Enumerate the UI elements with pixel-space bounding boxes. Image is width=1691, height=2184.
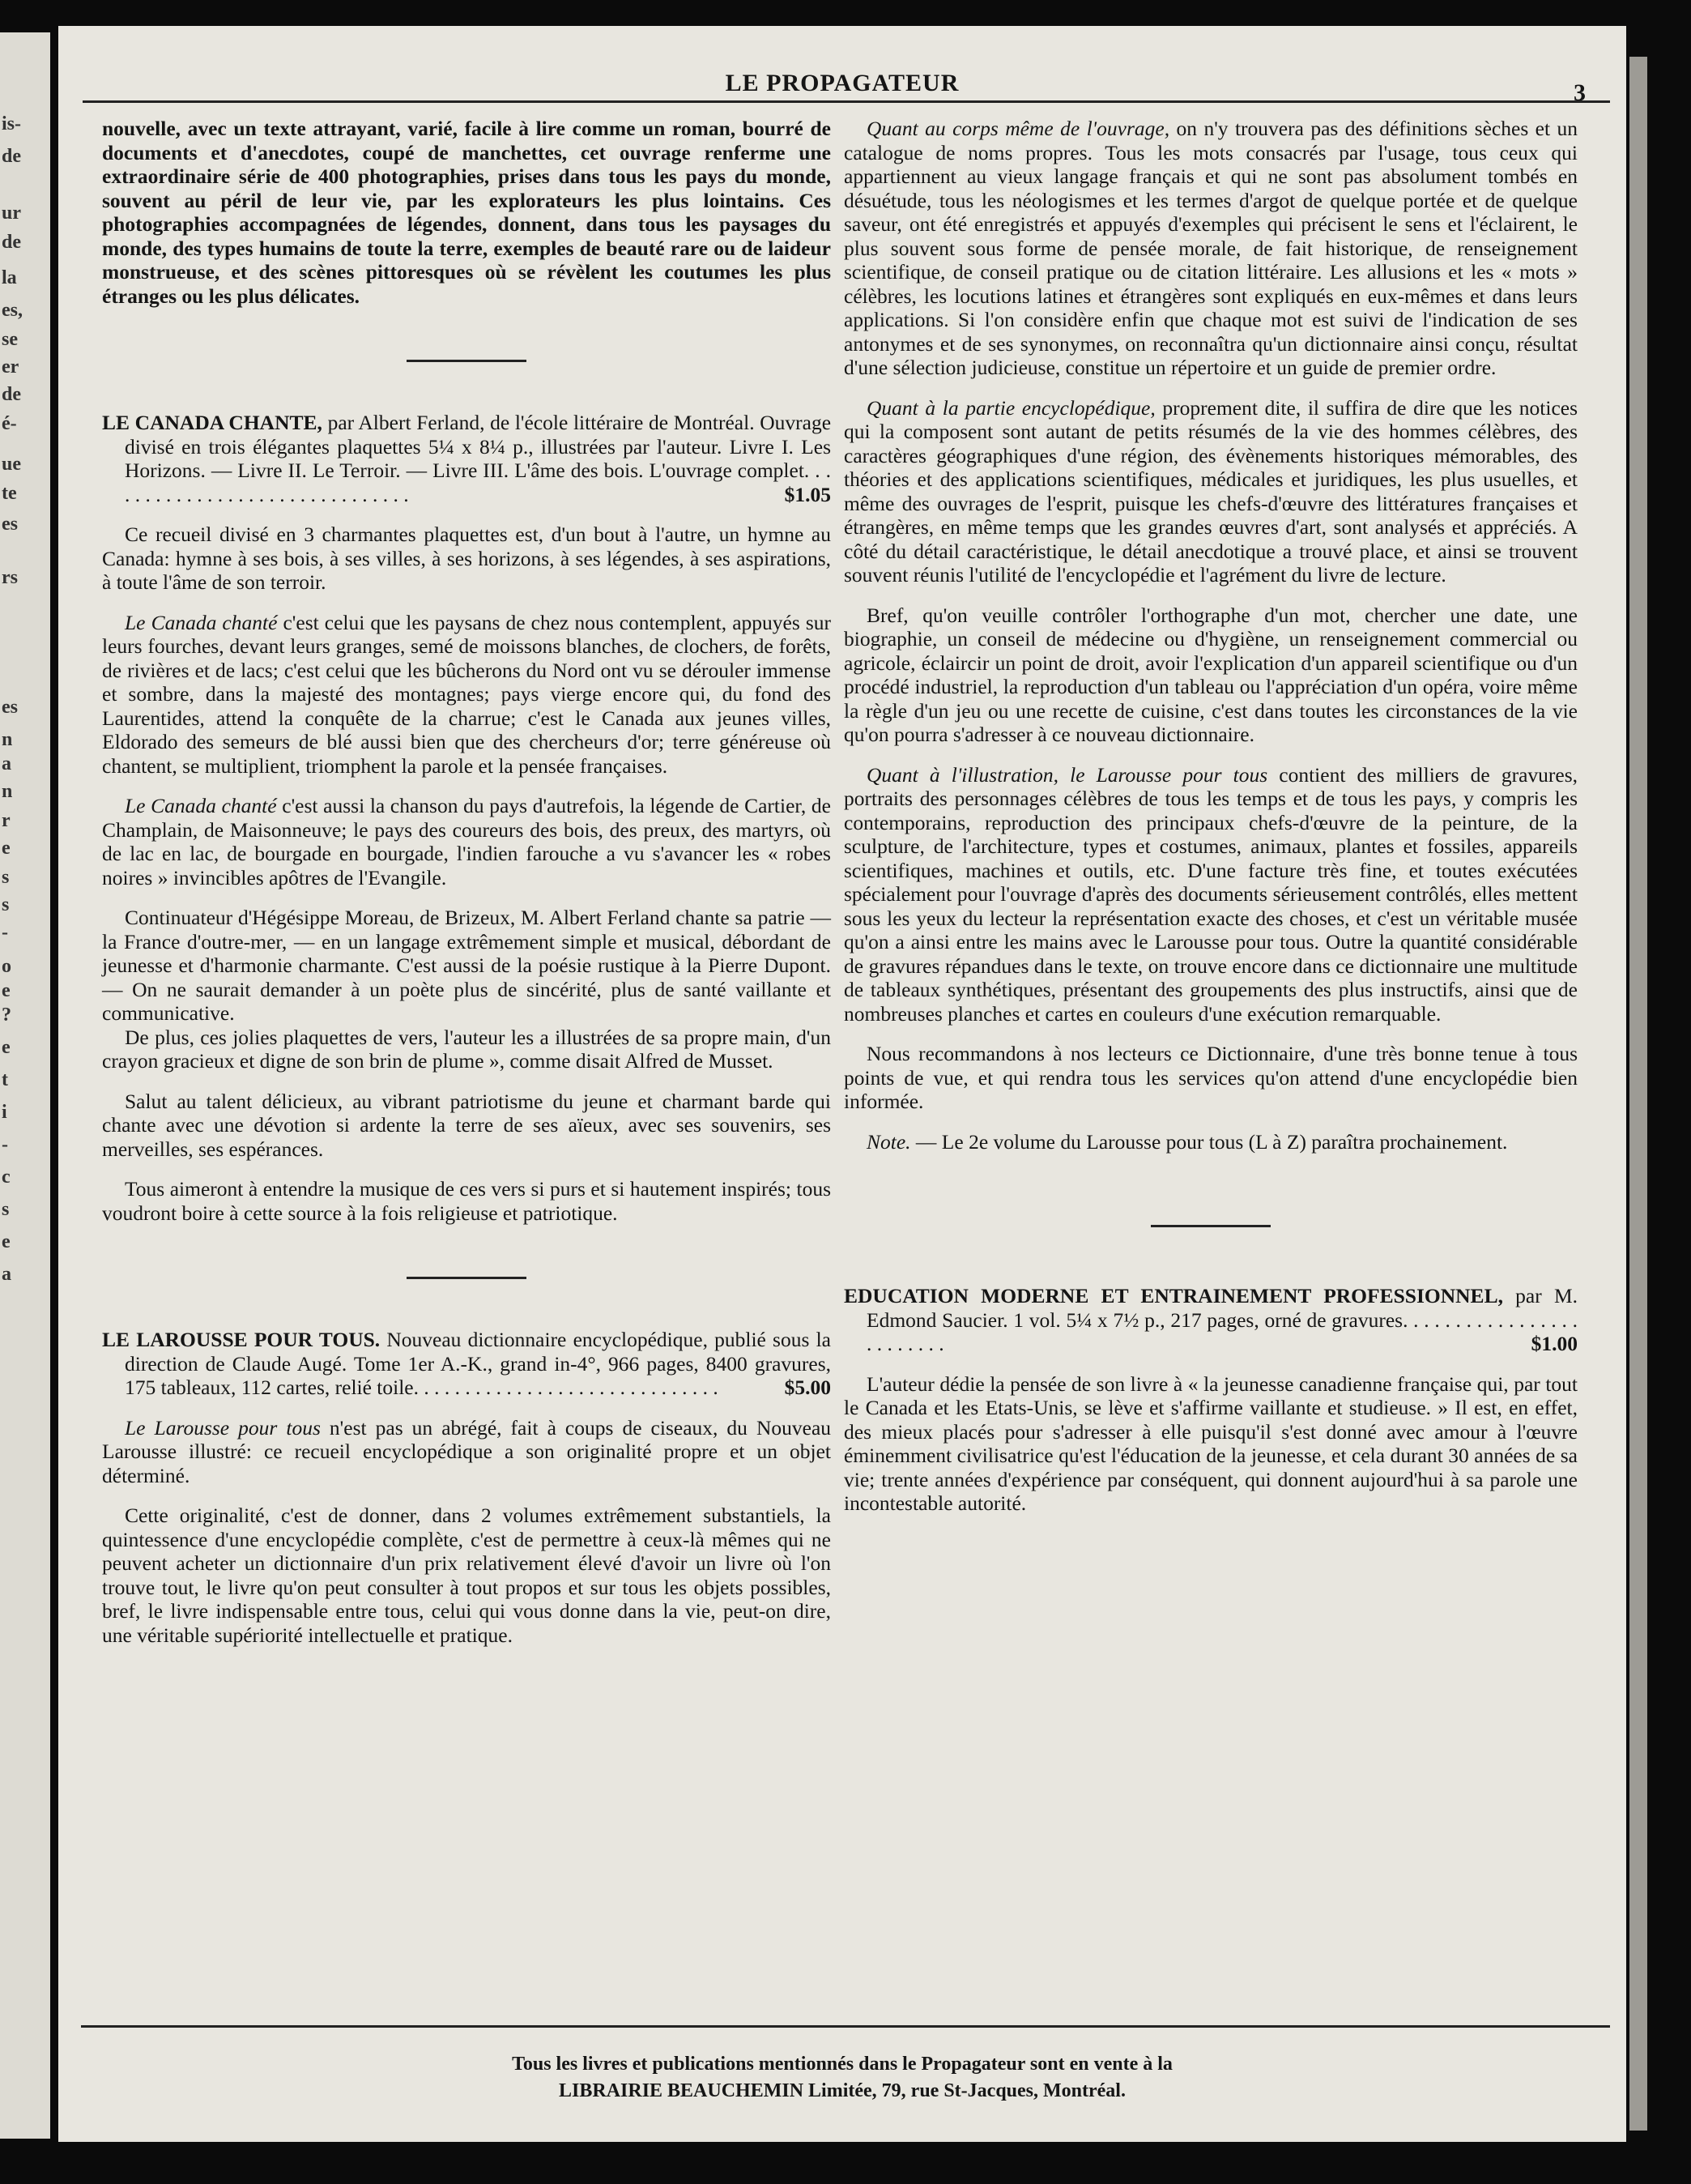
education-price: $1.00 xyxy=(1531,1332,1578,1355)
larousse-price: $5.00 xyxy=(784,1376,831,1399)
education-entry-text: par M. Edmond Saucier. 1 vol. 5¼ x 7½ p., 217 pages, orné de gravures. . . . . . . . . . . . . . . . . . . . . . . . . xyxy=(867,1284,1578,1355)
larousse-paragraph: Quant à l'illustration, le Larousse pour tous contient des milliers de gravures, portraits des personnages célèbres de tous les temps et de tous les pays, y compris les contemporains, reproduction des principaux chefs-d'œuvre de la peinture, de la sculpture, de l'architecture, types et costumes, animaux, plantes et fossiles, appareils scientifiques, machines et outils, etc. D'une facture très fine, et toutes exécutées spécialement pour l'ouvrage d'après des documents sérieusement contrôlés, elles mettent sous les yeux du lecteur la représentation exacte des choses, et c'est un véritable musée qu'on a ainsi entre les mains avec le Larousse pour tous. Outre la quantité considérable de gravures répandues dans le texte, on trouve encore dans ce dictionnaire une multitude de tableaux synthétiques, présentant des groupements des plus instructifs, ainsi que de nombreuses planches et cartes en couleurs d'une exécution remarquable. xyxy=(844,762,1578,1026)
education-entry xyxy=(844,1284,1578,1356)
margin-fragment: r xyxy=(2,810,11,831)
canada-title: LE CANADA CHANTE, xyxy=(102,411,322,434)
right-column xyxy=(844,117,1578,1516)
canada-lead: Le Canada chanté xyxy=(125,794,277,817)
canada-paragraph: Salut au talent délicieux, au vibrant patriotisme du jeune et charmant barde qui chante avec une dévotion si ardente la terre de ses aïeux, avec ses souvenirs, ses merveilles, ses espérances. xyxy=(102,1089,831,1161)
margin-fragment: a xyxy=(2,753,11,774)
margin-fragment: t xyxy=(2,1069,8,1090)
larousse-lead: Quant à la partie encyclopédique, xyxy=(867,395,1156,420)
margin-fragment: de xyxy=(2,232,21,253)
margin-fragment: n xyxy=(2,781,13,802)
canada-price: $1.05 xyxy=(784,482,831,506)
footer-line: Tous les livres et publications mentionnés dans le Propagateur sont en vente à la xyxy=(512,2054,1173,2075)
margin-fragment: es xyxy=(2,514,18,535)
margin-fragment: ? xyxy=(2,1005,11,1026)
canada-paragraph: Continuateur d'Hégésippe Moreau, de Brizeux, M. Albert Ferland chante sa patrie — la France d'outre-mer, — en un langage extrêmement simple et musical, débordant de jeunesse et d'harmonie charmante. C'est aussi de la poésie rustique à la Pierre Dupont. — On ne saurait demander à un poète plus de sincérité, plus de santé vaillante et communicative. xyxy=(102,906,831,1025)
larousse-paragraph: Cette originalité, c'est de donner, dans 2 volumes extrêmement substantiels, la quintessence d'une encyclopédie complète, c'est de permettre à ceux-là mêmes qui ne peuvent acheter un dictionnaire d'un prix relativement élevé d'avoir un livre où l'on trouve tout, le livre qu'on peut consulter à tout propos et sur tous les objets possibles, bref, le livre indispensable entre tous, celui qui vous donne dans la vie, peut-on dire, une véritable supériorité intellectuelle et pratique. xyxy=(102,1504,831,1647)
footer xyxy=(58,2051,1626,2105)
margin-fragment: o xyxy=(2,956,11,977)
margin-fragment: ur xyxy=(2,203,21,224)
newspaper-page xyxy=(58,26,1626,2142)
margin-fragment: e xyxy=(2,838,11,859)
larousse-title: LE LAROUSSE POUR TOUS. xyxy=(102,1328,381,1351)
margin-fragment: es xyxy=(2,697,18,718)
margin-fragment: rs xyxy=(2,567,18,588)
margin-fragment: - xyxy=(2,922,8,943)
footer-line: LIBRAIRIE BEAUCHEMIN Limitée, 79, rue St-Jacques, Montréal. xyxy=(559,2080,1126,2101)
margin-fragment: a xyxy=(2,1264,11,1285)
canada-paragraph: De plus, ces jolies plaquettes de vers, l'auteur les a illustrées de sa propre main, d'un crayon gracieux et digne de son brin de plume », comme disait Alfred de Musset. xyxy=(102,1025,831,1073)
canada-paragraph: Le Canada chanté c'est celui que les paysans de chez nous contemplent, appuyés sur leurs fourches, devant leurs granges, semé de moissons blanches, de clochers, de forêts, de rivières et de lacs; c'est celui que les bûcherons du Nord ont vu se dérouler immense et sombre, dans la majesté des montagnes; pays vierge encore qui, du fond des Laurentides, attend la conquête de la charrue; c'est le Canada aux jeunes villes, Eldorado des semeurs de blé aussi bien que des chercheurs d'or; terre généreuse où chantent, se multiplient, triomphent la parole et la pensée françaises. xyxy=(102,610,831,778)
canada-entry-text: par Albert Ferland, de l'école littéraire de Montréal. Ouvrage divisé en trois élégantes plaquettes 5¼ x 8¼ p., illustrées par l'auteur. Livre I. Les Horizons. — Livre II. Le Terroir. — Livre III. L'âme des bois. L'ouvrage complet. . . . . . . . . . . . . . . . . . . . . . . . . . . . . . . xyxy=(125,411,832,506)
margin-fragment: - xyxy=(2,1134,8,1155)
larousse-paragraph: Bref, qu'on veuille contrôler l'orthographe d'un mot, chercher une date, une biographie, un conseil de médecine ou d'hygiène, un renseignement commercial ou agricole, éclaircir un point de droit, avoir l'explication d'un appareil scientifique ou d'un procédé industriel, la reproduction d'un tableau ou l'appréciation d'un opéra, voire même la règle d'un jeu ou une recette de cuisine, c'est dans toutes les circonstances de la vie qu'on pourra s'adresser à ce nouveau dictionnaire. xyxy=(844,603,1578,746)
canada-paragraph: Le Canada chanté c'est aussi la chanson du pays d'autrefois, la légende de Cartier, de Champlain, de Maisonneuve; le pays des coureurs des bois, des preux, des martyrs, où de lac en lac, de bourgade en bourgade, l'indien farouche a vu s'avancer les « robes noires » invincibles apôtres de l'Evangile. xyxy=(102,794,831,889)
canada-paragraph: Ce recueil divisé en 3 charmantes plaquettes est, d'un bout à l'autre, un hymne au Canada: hymne à ses bois, à ses villes, à ses horizons, à ses légendes, à ses aspirations, à toute l'âme de son terroir. xyxy=(102,523,831,594)
margin-fragment: n xyxy=(2,729,13,750)
header-rule xyxy=(83,100,1610,103)
larousse-paragraph: Le Larousse pour tous n'est pas un abrégé, fait à coups de ciseaux, du Nouveau Larousse illustré: ce recueil encyclopédique a son originalité propre et un objet déterminé. xyxy=(102,1415,832,1487)
margin-fragment: la xyxy=(2,267,17,288)
education-paragraph: L'auteur dédie la pensée de son livre à « la jeunesse canadienne française qui, par tout le Canada et les Etats-Unis, se lève et s'affirme vaillante et studieuse. » Il est, en effet, des mieux placés pour s'adresser à elle puisqu'il s'est donné avec amour à l'œuvre éminemment civilisatrice qu'est l'éducation de la jeunesse, et cela durant 30 années de sa vie; trente années d'expérience par conséquent, qui donnent aujourd'hui à sa parole une incontestable autorité. xyxy=(844,1371,1578,1515)
larousse-lead: Le Larousse pour tous xyxy=(125,1415,321,1440)
running-head: LE PROPAGATEUR xyxy=(725,70,960,96)
larousse-note: Note. — Le 2e volume du Larousse pour tous (L à Z) paraîtra prochainement. xyxy=(867,1129,1508,1154)
larousse-paragraph: Quant au corps même de l'ouvrage, on n'y trouvera pas des définitions sèches et un catalogue de noms propres. Tous les mots consacrés par l'usage, tous ceux qui appartiennent au vieux langage français et qui ne sont pas absolument tombés en désuétude, tous les néologismes et les termes d'argot de quelque portée et de quelque saveur, ont été enregistrés et appuyés d'exemples qui précisent le sens et l'éclairent, le plus souvent sous forme de pensée morale, de fait historique, de renseignement scientifique, de conseil pratique ou de citation littéraire. Les allusions et les « mots » célèbres, les locutions latines et étrangères sont expliqués en eux-mêmes et dans leurs applications. Si l'on considère enfin que chaque mot est suivi de l'indication de ses antonymes et de ses synonymes, on reconnaîtra qu'un dictionnaire ainsi conçu, résultat d'une sélection judicieuse, constitue un répertoire et un guide de premier ordre. xyxy=(844,117,1578,379)
section-separator xyxy=(407,1277,526,1279)
note-lead: Note. xyxy=(867,1129,911,1154)
canada-entry xyxy=(102,411,831,506)
margin-fragment: e xyxy=(2,980,11,1001)
section-separator xyxy=(407,360,526,362)
page-number: 3 xyxy=(1574,79,1586,106)
larousse-paragraph: Nous recommandons à nos lecteurs ce Dictionnaire, d'une très bonne tenue à tous points de vue, et qui rendra tous les services qu'on attend d'une encyclopédie bien informée. xyxy=(844,1042,1578,1113)
margin-fragment: e xyxy=(2,1037,11,1058)
canada-paragraph: Tous aimeront à entendre la musique de ces vers si purs et si hautement inspirés; tous voudront boire à cette source à la fois religieuse et patriotique. xyxy=(102,1177,831,1225)
margin-fragment: es, xyxy=(2,300,23,321)
margin-fragment: s xyxy=(2,1199,10,1220)
education-title: EDUCATION MODERNE ET ENTRAINEMENT PROFESSIONNEL, xyxy=(844,1284,1503,1307)
larousse-lead: Quant à l'illustration, le Larousse pour tous xyxy=(867,762,1268,787)
margin-fragment: é- xyxy=(2,413,17,434)
intro-paragraph: nouvelle, avec un texte attrayant, varié, facile à lire comme un roman, bourré de documents et d'anecdotes, coupé de manchettes, cet ouvrage renferme une extraordinaire série de 400 photographies, prises dans tous les pays du monde, souvent au péril de leur vie, par les explorateurs les plus lointains. Ces photographies accompagnées de légendes, donnent, dans tous les paysages du monde, des types humains de toute la terre, exemples de beauté rare ou de laideur monstrueuse, et des scènes pittoresques où se révèlent les coutumes les plus étranges ou les plus délicates. xyxy=(102,117,831,308)
page-edge xyxy=(1629,57,1647,2131)
larousse-lead: Quant au corps même de l'ouvrage, xyxy=(867,117,1170,140)
larousse-entry xyxy=(102,1328,831,1400)
margin-fragment: de xyxy=(2,384,21,405)
canada-lead: Le Canada chanté xyxy=(125,610,278,634)
margin-fragment: se xyxy=(2,329,18,350)
margin-fragment: e xyxy=(2,1231,11,1252)
margin-fragment: is- xyxy=(2,113,21,134)
margin-fragment: s xyxy=(2,867,10,888)
margin-fragment: de xyxy=(2,146,21,167)
margin-fragment: i xyxy=(2,1102,7,1123)
margin-fragment: er xyxy=(2,356,19,378)
margin-fragment: s xyxy=(2,894,10,915)
margin-fragment: ue xyxy=(2,454,21,475)
facing-page-edge xyxy=(0,32,50,2139)
left-column xyxy=(102,117,831,1647)
footer-rule xyxy=(81,2025,1610,2028)
margin-fragment: te xyxy=(2,483,17,504)
section-separator xyxy=(1151,1225,1271,1227)
margin-fragment: c xyxy=(2,1167,11,1188)
larousse-paragraph: Quant à la partie encyclopédique, proprement dite, il suffira de dire que les notices qui la composent sont autant de petits résumés de la vie des hommes célèbres, des caractères géographiques d'une région, des évènements historiques mémorables, des théories et des applications scientifiques, médicales et juridiques, les plus usuelles, et même des ouvrages de l'esprit, puisque les chefs-d'œuvre des littératures françaises et étrangères, en même temps que les grandes œuvres d'art, sont analysés et appréciés. A côté du détail caractéristique, le détail anecdotique a trouvé place, et ainsi se trouvent souvent réunis l'utilité de l'encyclopédie et l'agrément du livre de lecture. xyxy=(844,395,1578,587)
larousse-entry-text: Nouveau dictionnaire encyclopédique, publié sous la direction de Claude Augé. Tome 1er A.-K., grand in-4°, 966 pages, 8400 gravures, 175 tableaux, 112 cartes, relié toile. . . . . . . . . . . . . . . . . . . . . . . . . . . . . . xyxy=(125,1328,831,1399)
